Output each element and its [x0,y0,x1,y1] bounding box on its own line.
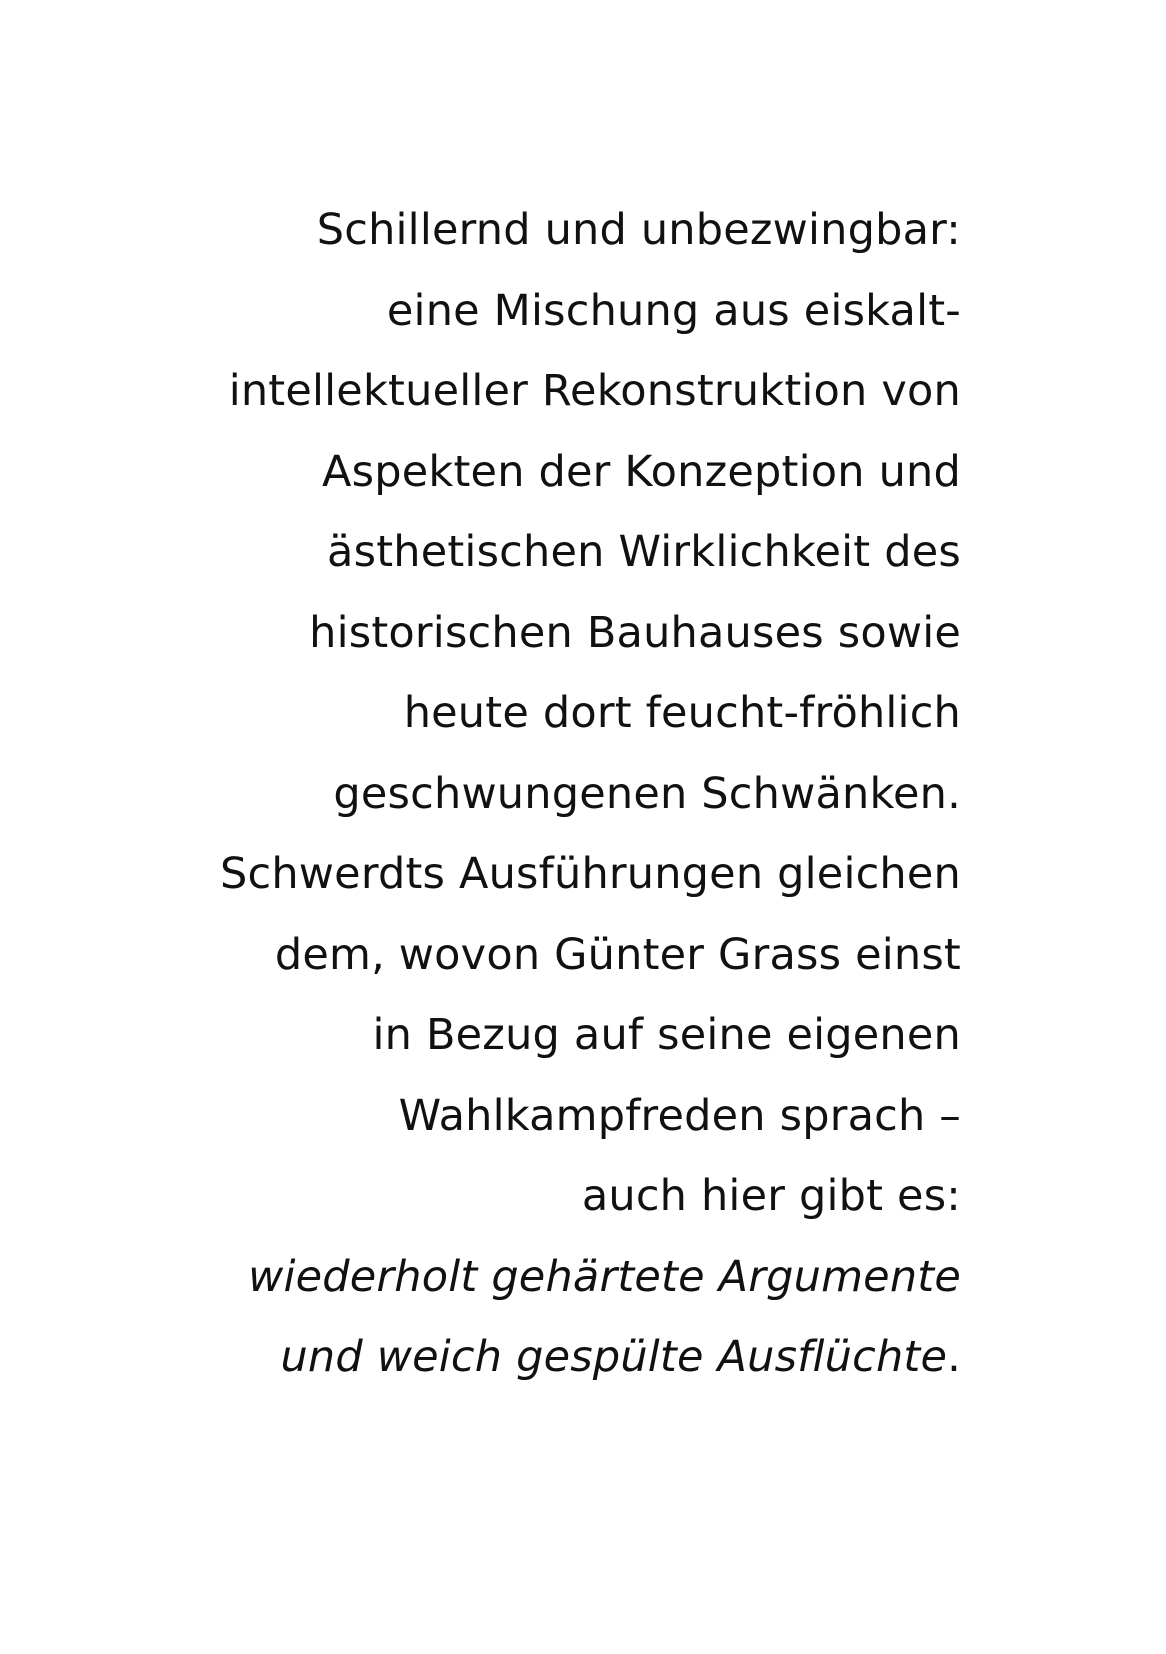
text-line: heute dort feucht-fröhlich [403,688,961,738]
final-period: . [947,1332,961,1382]
italic-text: und weich gespülte Ausflüchte [280,1332,948,1382]
text-line: auch hier gibt es: [581,1171,961,1221]
italic-line-with-period [141,1317,961,1398]
text-line: ästhetischen Wirklichkeit des [327,527,961,577]
italic-line: wiederholt gehärtete Argumente [248,1251,961,1302]
text-line: eine Mischung aus eiskalt- [386,285,961,336]
text-line: in Bezug auf seine eigenen [372,1010,961,1060]
text-line: geschwungenen Schwänken. [333,768,961,819]
text-line: Aspekten der Konzeption und [322,446,961,497]
text-line: intellektueller Rekonstruktion von [228,366,961,416]
text-line: dem, wovon Günter Grass einst [274,929,961,980]
text-line: Schwerdts Ausführungen gleichen [220,849,961,899]
text-line: Schillernd und unbezwingbar: [316,205,961,255]
text-block [141,190,961,1398]
text-line: Wahlkampfreden sprach – [398,1090,961,1141]
text-line: historischen Bauhauses sowie [309,607,961,658]
